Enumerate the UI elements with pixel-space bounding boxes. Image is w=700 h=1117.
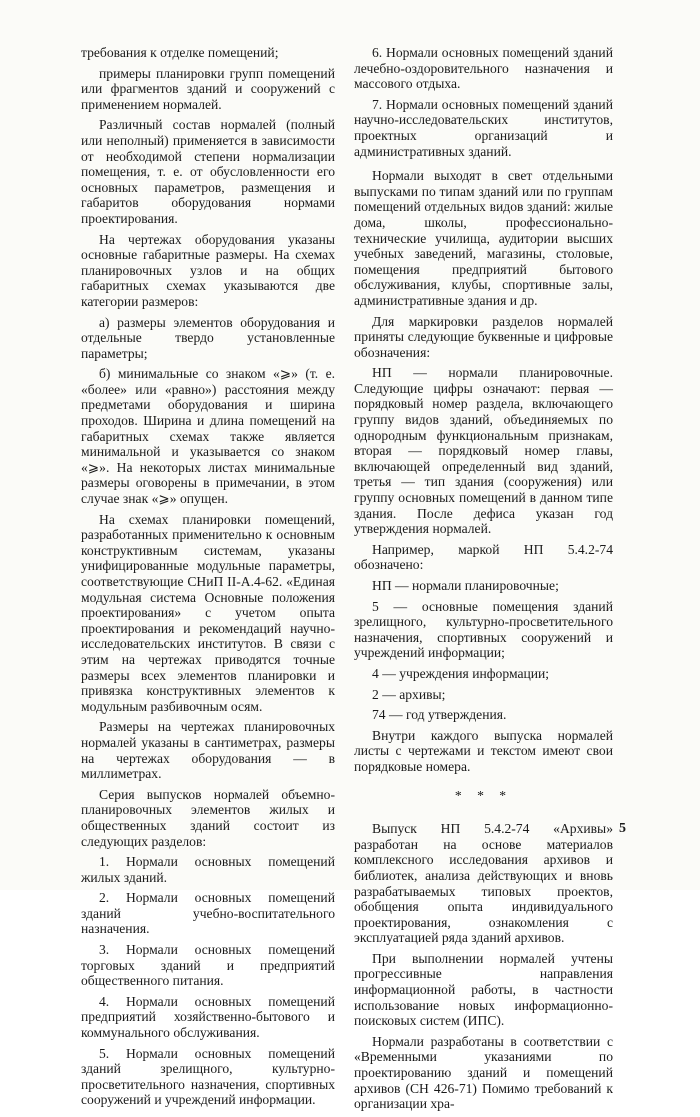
left-text-column — [81, 45, 335, 1113]
list-item: 5. Нормали основных помещений зданий зрелищного, культурно-просветительного назначения, спортивных сооружений и учреждений информации. — [81, 1045, 335, 1108]
paragraph: На схемах планировки помещений, разработанных применительно к основным конструктивным системам, указаны унифицированные модульные параметры, соответствующие СНиП II-А.4-62. «Единая модульная система Основные положения проектирования» с учетом опыта проектирования и рекомендаций научно-исследовательских институтов. В связи с этим на чертежах приводятся точные размеры всех элементов планировки и привязка конструктивных элементов к модульным разбивочным осям. — [81, 511, 335, 714]
paragraph: Выпуск НП 5.4.2-74 «Архивы» разработан на основе материалов комплексного исследования архивов и библиотек, анализа действующих и вновь разрабатываемых типовых проектов, обобщения опыта индивидуального проектирования, ознакомления с эксплуатацией ряда зданий архивов. — [354, 821, 613, 946]
list-item: НП — нормали планировочные; — [372, 578, 559, 593]
paragraph: требования к отделке помещений; — [81, 45, 279, 60]
paragraph: а) размеры элементов оборудования и отдельные твердо установленные параметры; — [81, 314, 335, 361]
page-number: 5 — [619, 821, 626, 836]
paragraph: При выполнении нормалей учтены прогрессивные направления информационной работы, в частности использование новых информационно-поисковых систем (ИПС). — [354, 950, 613, 1029]
list-item: 4. Нормали основных помещений предприятий хозяйственно-бытового и коммунального обслуживания. — [81, 993, 335, 1041]
paragraph: НП — нормали планировочные. Следующие цифры означают: первая — порядковый номер раздела, включающего группу видов зданий, объединяемых по однородным функциональным признакам, вторая — порядковый номер главы, включающей определенный вид зданий, третья — тип здания (сооружения) или группу основных помещений в данном типе здания. После дефиса указан год утверждения нормалей. — [354, 365, 613, 537]
paragraph: Например, маркой НП 5.4.2-74 обозначено: — [354, 541, 613, 573]
paragraph: Нормали разработаны в соответствии с «Временными указаниями по проектированию зданий и помещений архивов (СН 426-71) Помимо требований к организации хра- — [354, 1033, 613, 1112]
list-item: 2. Нормали основных помещений зданий учебно-воспитательного назначения. — [81, 890, 335, 937]
list-item: 1. Нормали основных помещений жилых зданий. — [81, 854, 335, 885]
list-item: 5 — основные помещения зданий зрелищного, культурно-просветительного назначения, спортивных сооружений и учреждений информации; — [354, 598, 613, 661]
list-item: 74 — год утверждения. — [372, 707, 507, 723]
section-separator: * * * — [454, 787, 513, 803]
list-item: 4 — учреждения информации; — [372, 665, 550, 681]
list-item: 3. Нормали основных помещений торговых зданий и предприятий общественного питания. — [81, 942, 335, 989]
paragraph: Различный состав нормалей (полный или неполный) применяется в зависимости от необходимой степени нормализации помещения, т. е. от обусловленности его основных параметров, размещения и габаритов оборудования нормами проектирования. — [81, 117, 335, 226]
paragraph: примеры планировки групп помещений или фрагментов зданий и сооружений с применением нормалей. — [81, 65, 335, 112]
list-item: 7. Нормали основных помещений зданий научно-исследовательских институтов, проектных организаций и административных зданий. — [354, 96, 613, 159]
paragraph: б) минимальные со знаком «⩾» (т. е. «более» или «равно») расстояния между предметами оборудования и ширина проходов. Ширина и длина помещений на габаритных схемах также является минимальной и указывается со знаком «⩾». На некоторых листах минимальные размеры оговорены в примечании, в этом случае знак «⩾» опущен. — [81, 366, 335, 507]
right-text-column — [354, 45, 613, 1117]
paragraph: Серия выпусков нормалей объемно-планировочных элементов жилых и общественных зданий состоит из следующих разделов: — [81, 786, 335, 849]
paragraph: Внутри каждого выпуска нормалей листы с чертежами и текстом имеют свои порядковые номера. — [354, 727, 613, 774]
paragraph: Нормали выходят в свет отдельными выпусками по типам зданий или по группам помещений отдельных видов зданий: жилые дома, школы, профессионально-технические училища, аудитории высших учебных заведений, магазины, столовые, помещения предприятий бытового обслуживания, клубы, спортивные залы, административные здания и др. — [354, 168, 613, 308]
list-item: 6. Нормали основных помещений зданий лечебно-оздоровительного назначения и массового отдыха. — [354, 45, 613, 92]
list-item: 2 — архивы; — [372, 686, 446, 702]
paragraph: Для маркировки разделов нормалей приняты следующие буквенные и цифровые обозначения: — [354, 313, 613, 360]
paragraph: Размеры на чертежах планировочных нормалей указаны в сантиметрах, размеры на чертежах оборудования — в миллиметрах. — [81, 719, 335, 782]
paragraph: На чертежах оборудования указаны основные габаритные размеры. На схемах планировочных узлов и на общих габаритных схемах указываются две категории размеров: — [81, 231, 335, 309]
